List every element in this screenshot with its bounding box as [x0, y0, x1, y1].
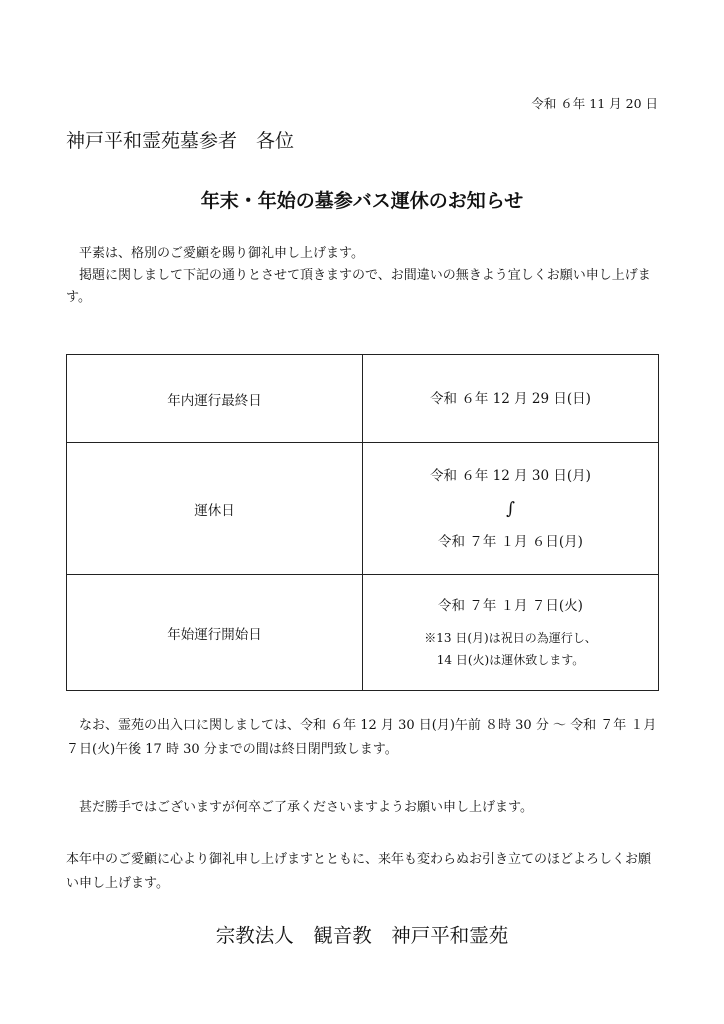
recipient-line: 神戸平和霊苑墓参者 各位 — [66, 130, 295, 152]
range-mark: ∫ — [506, 498, 515, 519]
spacer — [363, 617, 658, 627]
notice-title: 年末・年始の墓参バス運休のお知らせ — [200, 190, 524, 212]
holiday-note-line-1: ※13 日(月)は祝日の為運行し、 — [424, 630, 597, 645]
table-row-last-service — [67, 355, 659, 443]
suspension-start-date: 令和 ６年 12 月 30 日(月) — [430, 467, 591, 484]
table-row-resume — [67, 575, 659, 691]
intro-line-1: 平素は、格別のご愛顧を賜り御礼申し上げます。 — [79, 246, 364, 261]
issue-date: 令和 ６年 11 月 20 日 — [531, 96, 658, 111]
suspension-end-date: 令和 ７年 １月 ６日(月) — [438, 533, 583, 550]
row-label: 年始運行開始日 — [67, 575, 363, 691]
apology-paragraph: 甚だ勝手ではございますが何卒ご了承くださいますようお願い申し上げます。 — [79, 800, 533, 815]
holiday-note-line-2: 14 日(火)は運休致します。 — [436, 652, 585, 667]
last-service-date: 令和 ６年 12 月 29 日(日) — [430, 390, 591, 407]
resume-date: 令和 ７年 １月 ７日(火) — [438, 597, 583, 614]
row-label: 運休日 — [67, 443, 363, 575]
gate-closure-paragraph: なお、霊苑の出入口に関しましては、令和 ６年 12 月 30 日(月)午前 ８時 30 分 〜 令和 ７年 １月 ７日(火)午後 17 時 30 分までの間は終日閉門致します。 — [66, 718, 657, 757]
row-label: 年内運行最終日 — [67, 355, 363, 443]
intro-line-2: 掲題に関しまして下記の通りとさせて頂きますので、お間違いの無きよう宜しくお願い申し上げます。 — [66, 268, 651, 305]
schedule-table — [66, 354, 659, 691]
row-value — [363, 443, 659, 575]
row-value — [363, 355, 659, 443]
row-value — [363, 575, 659, 691]
table-row-suspension — [67, 443, 659, 575]
intro-paragraph — [66, 243, 662, 309]
organization-signature: 宗教法人 観音教 神戸平和霊苑 — [215, 924, 509, 947]
thanks-paragraph: 本年中のご愛顧に心より御礼申し上げますとともに、来年も変わらぬお引き立てのほどよろしくお願い申し上げます。 — [66, 852, 652, 891]
